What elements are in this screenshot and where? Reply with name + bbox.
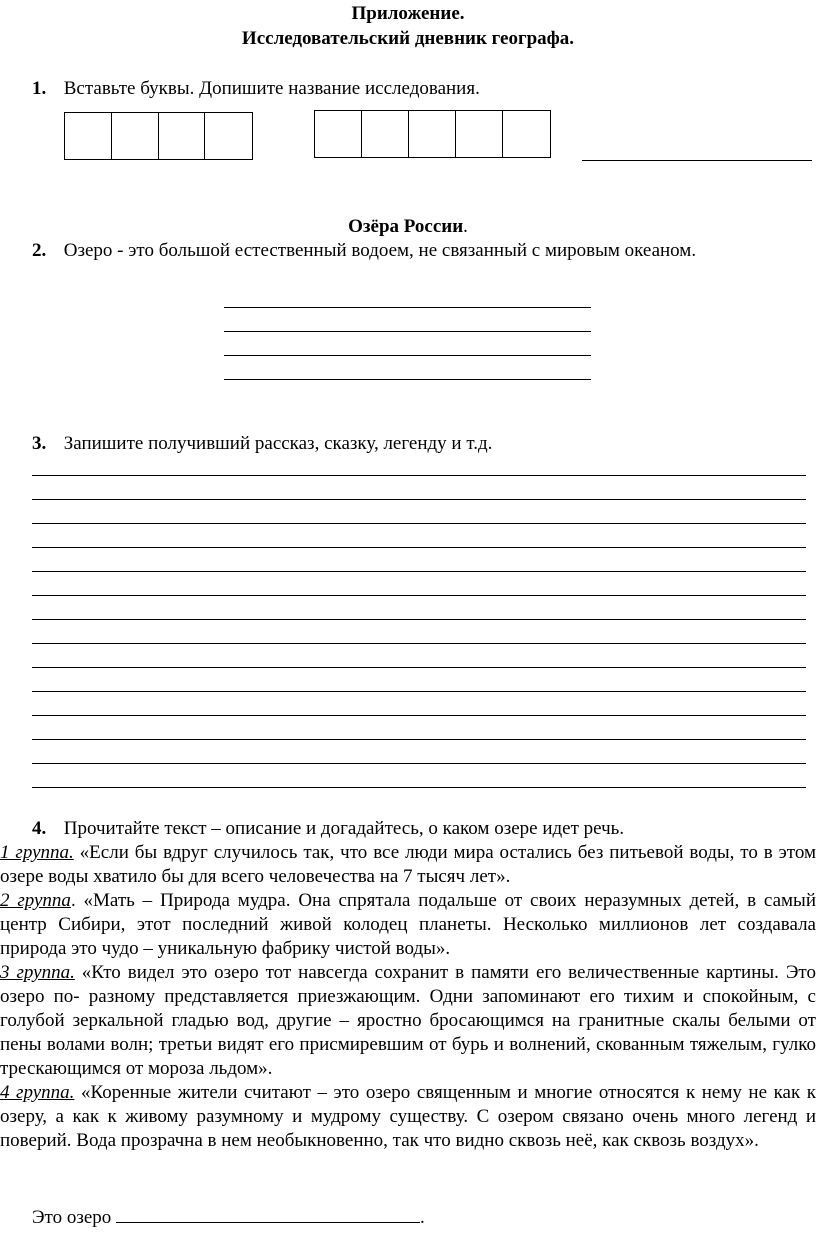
answer-end: .	[420, 1207, 425, 1228]
writing-line[interactable]	[32, 547, 806, 548]
letter-box[interactable]	[362, 111, 409, 157]
writing-line[interactable]	[32, 643, 806, 644]
group-paragraph-1	[0, 841, 816, 889]
section-heading-dot: .	[463, 216, 468, 237]
writing-line[interactable]	[32, 739, 806, 740]
letter-boxes-2	[314, 110, 551, 158]
answer-line[interactable]	[224, 307, 591, 308]
answer-label: Это озеро	[32, 1207, 112, 1228]
letter-box[interactable]	[65, 113, 112, 159]
task-3-text: Запишите получивший рассказ, сказку, легенду и т.д.	[63, 433, 493, 454]
task-3-number: 3.	[32, 433, 47, 454]
page-title: Приложение.	[351, 3, 465, 24]
task-1-text: Вставьте буквы. Допишите название исследования.	[63, 78, 480, 99]
group-label: 3 группа.	[0, 962, 75, 983]
writing-line[interactable]	[32, 499, 806, 500]
group-paragraph-2	[0, 889, 816, 961]
task-4-number: 4.	[32, 818, 47, 839]
research-title-line[interactable]	[582, 160, 812, 161]
group-texts	[0, 841, 816, 1153]
letter-box[interactable]	[503, 111, 550, 157]
group-paragraph-4	[0, 1081, 816, 1153]
writing-line[interactable]	[32, 571, 806, 572]
writing-line[interactable]	[32, 763, 806, 764]
task-3	[32, 432, 492, 456]
letter-box[interactable]	[315, 111, 362, 157]
group-paragraph-3	[0, 961, 816, 1081]
writing-line[interactable]	[32, 523, 806, 524]
writing-line[interactable]	[32, 691, 806, 692]
group-label: 1 группа.	[0, 842, 74, 863]
group-text: «Коренные жители считают – это озеро священным и многие относятся к нему не как к озеру, а как к живому разумному и мудрому существу. С озером связано очень много легенд и поверий. Вода прозрачна в нем необыкновенно, так что видно сквозь неё, как сквозь воздух».	[0, 1082, 816, 1151]
group-text: «Если бы вдруг случилось так, что все люди мира остались без питьевой воды, то в этом озере воды хватило бы для всего человечества на 7 тысяч лет».	[0, 842, 816, 887]
answer-field[interactable]	[116, 1204, 420, 1223]
answer-line[interactable]	[224, 379, 591, 380]
letter-box[interactable]	[112, 113, 159, 159]
writing-line[interactable]	[32, 667, 806, 668]
section-heading-text: Озёра России	[348, 216, 464, 237]
task-4	[32, 817, 624, 841]
writing-line[interactable]	[32, 475, 806, 476]
page-subtitle: Исследовательский дневник географа.	[241, 28, 575, 49]
answer-row	[32, 1204, 425, 1230]
task-1-number: 1.	[32, 78, 47, 99]
writing-line[interactable]	[32, 619, 806, 620]
group-text: . «Мать – Природа мудра. Она спрятала подальше от своих неразумных детей, в самый центр Сибири, этот последний живой колодец планеты. Несколько миллионов лет создавала природа это чудо – уникальную фабрику чистой воды».	[0, 890, 816, 959]
letter-box[interactable]	[409, 111, 456, 157]
group-label: 4 группа.	[0, 1082, 75, 1103]
letter-box[interactable]	[456, 111, 503, 157]
section-heading	[0, 215, 816, 239]
writing-line[interactable]	[32, 715, 806, 716]
group-text: «Кто видел это озеро тот навсегда сохранит в памяти его величественные картины. Это озеро по- разному представляется приезжающим. Одни запоминают его тихим и спокойным, с голубой зеркальной гладью вод, другие – яростно бросающимся на гранитные скалы белыми от пены волами волн; третьи видят его присмиревшим от бурь и волнений, скованным тяжелым, гулко трескающимся от мороза льдом».	[0, 962, 816, 1079]
letter-boxes-1	[64, 112, 253, 160]
answer-line[interactable]	[224, 331, 591, 332]
answer-line[interactable]	[224, 355, 591, 356]
task-4-text: Прочитайте текст – описание и догадайтесь, о каком озере идет речь.	[63, 818, 625, 839]
task-2-number: 2.	[32, 240, 47, 261]
letter-box[interactable]	[205, 113, 252, 159]
task-2-text: Озеро - это большой естественный водоем, не связанный с мировым океаном.	[63, 240, 697, 261]
writing-line[interactable]	[32, 595, 806, 596]
group-label: 2 группа	[0, 890, 71, 911]
task-1	[32, 77, 480, 101]
letter-box[interactable]	[159, 113, 206, 159]
writing-line[interactable]	[32, 787, 806, 788]
task-2	[32, 239, 696, 263]
